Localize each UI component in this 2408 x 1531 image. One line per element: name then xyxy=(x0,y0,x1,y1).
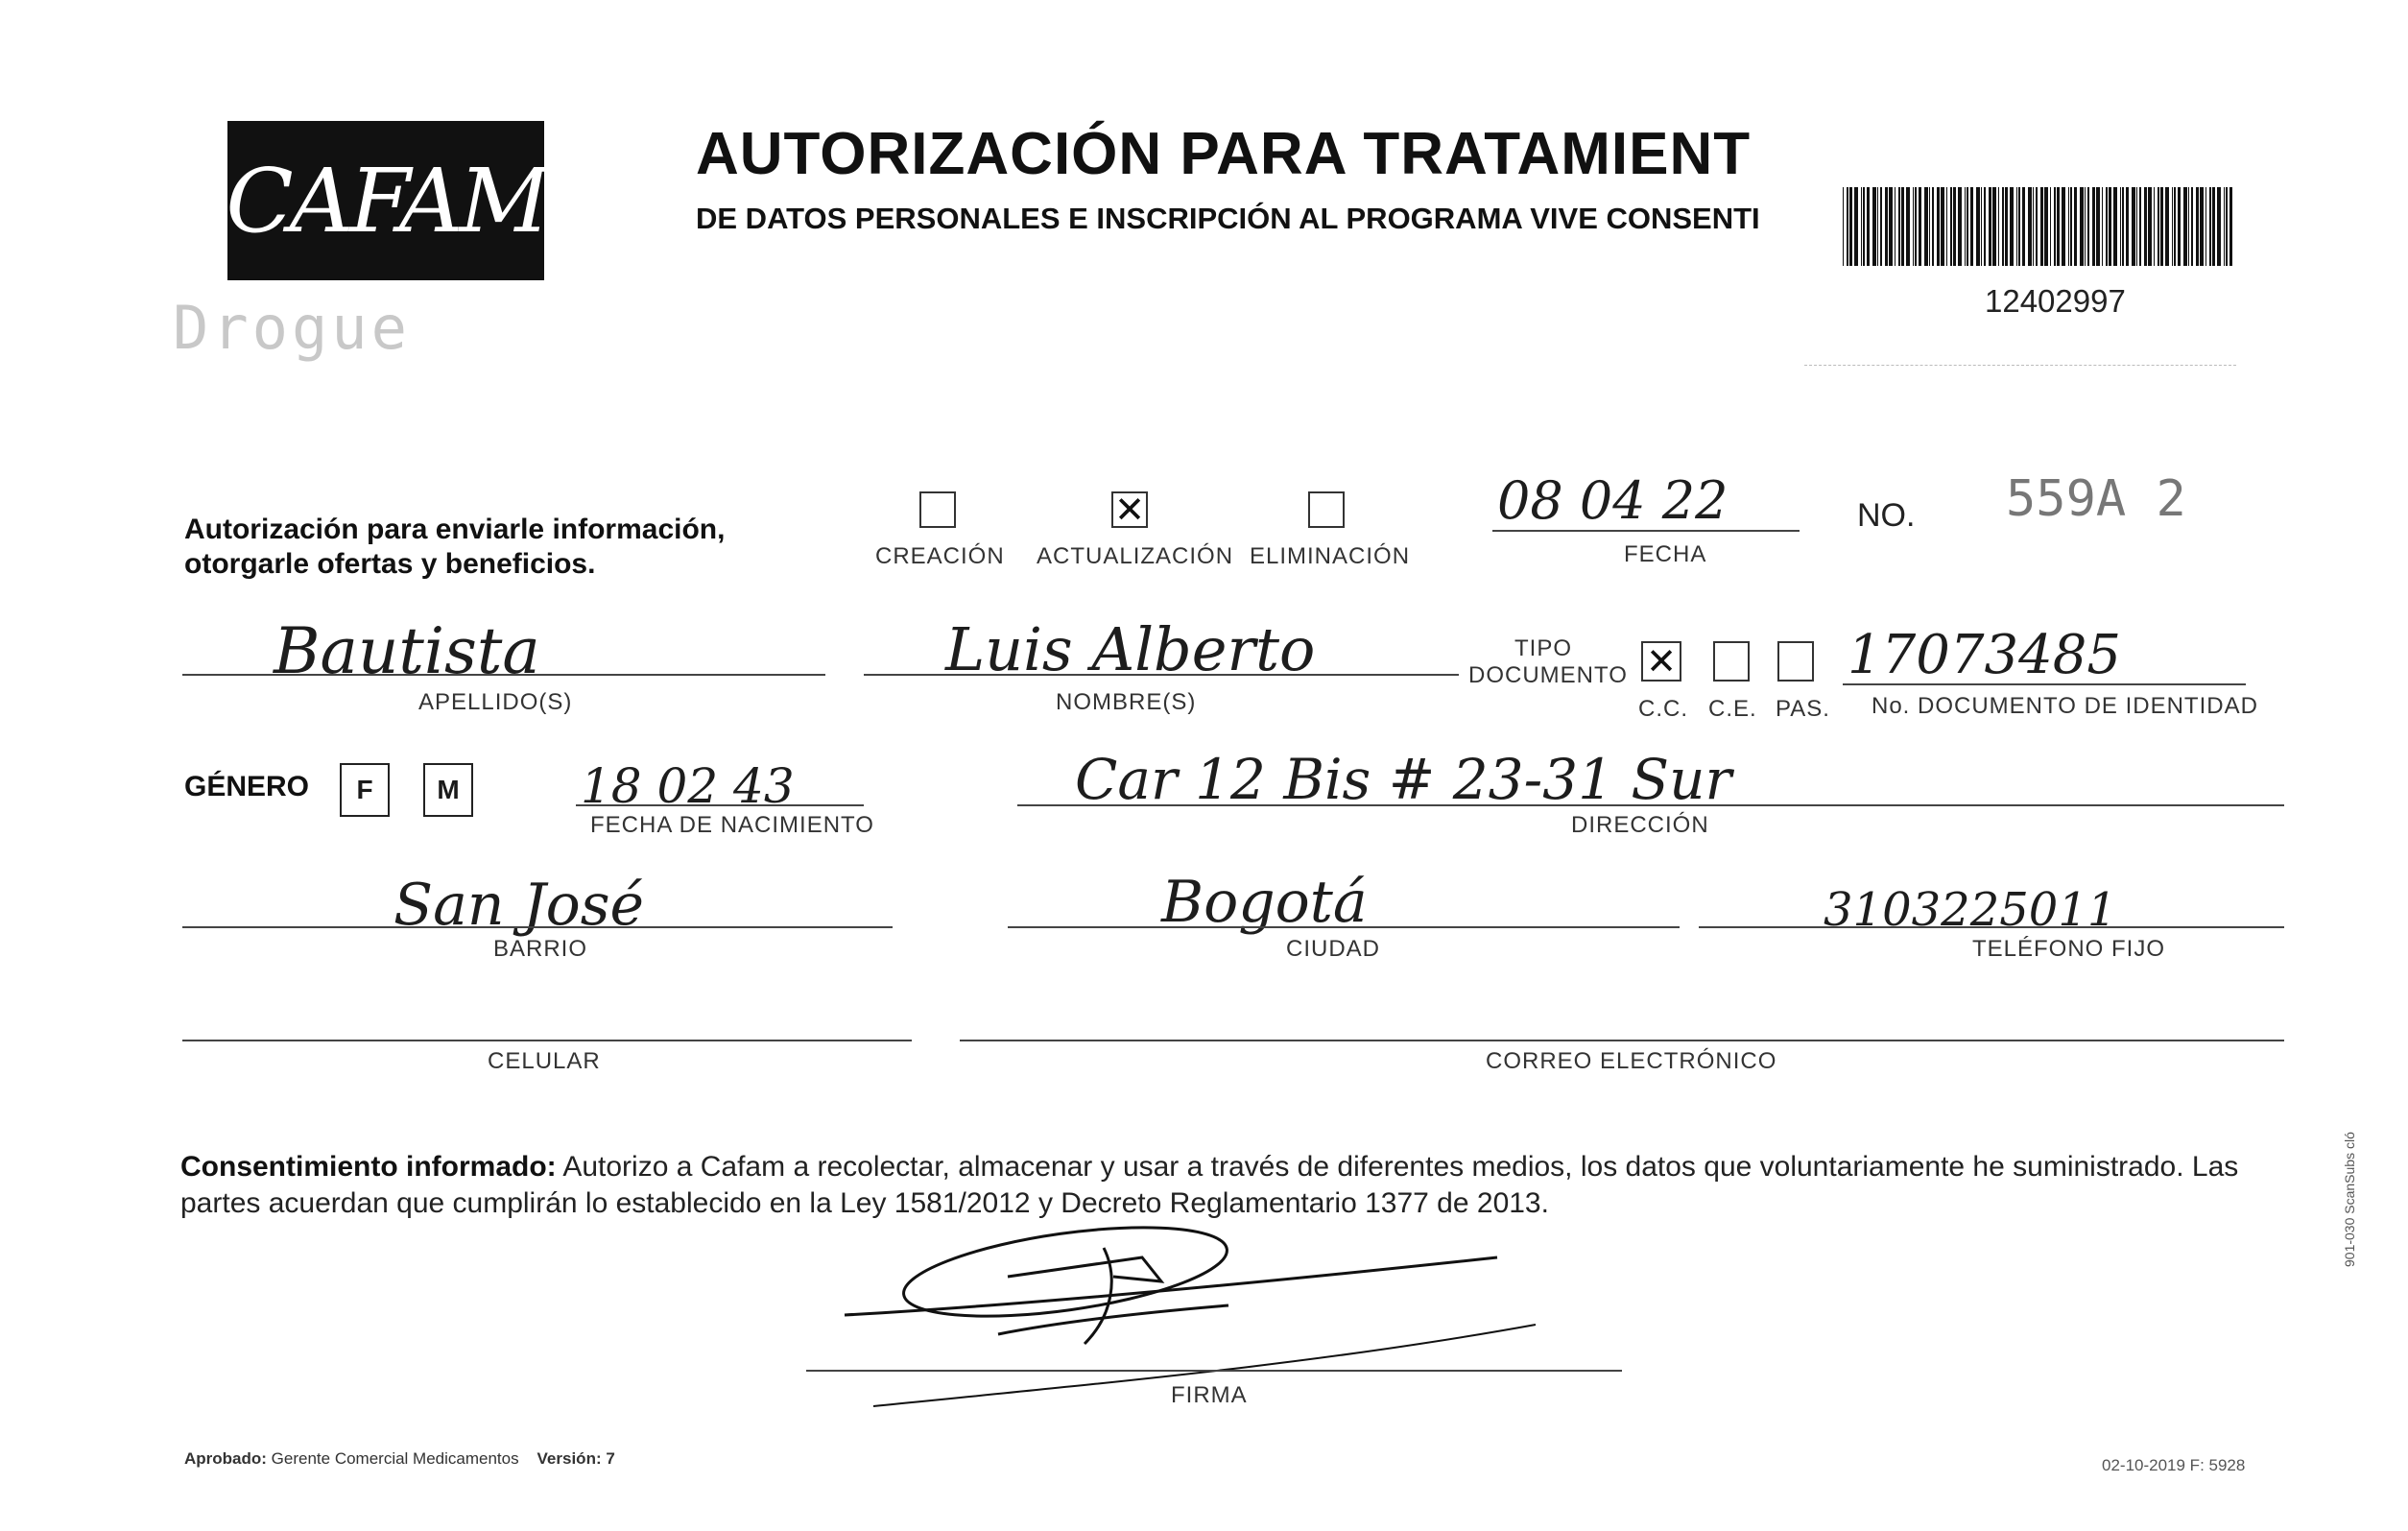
barcode-bar xyxy=(1872,187,1876,266)
barcode-bar xyxy=(2070,187,2072,266)
documento-label: No. DOCUMENTO DE IDENTIDAD xyxy=(1872,693,2258,719)
barcode-bar xyxy=(2200,187,2204,266)
correo-label: CORREO ELECTRÓNICO xyxy=(1486,1048,1777,1074)
barcode-bar xyxy=(1861,187,1862,266)
barcode-bar xyxy=(1889,187,1893,266)
barcode-bar xyxy=(1946,187,1947,266)
telefono-line xyxy=(1699,926,2284,928)
barcode-bar xyxy=(1984,187,1986,266)
barcode-bar xyxy=(2092,187,2095,266)
barcode-bar xyxy=(1998,187,1999,266)
barcode-bar xyxy=(1849,187,1852,266)
barcode-bar xyxy=(1906,187,1910,266)
barcode-bar xyxy=(1898,187,1900,266)
form-title: AUTORIZACIÓN PARA TRATAMIENT xyxy=(696,121,1752,187)
tipo-label-1: TIPO xyxy=(1514,635,1573,661)
apellido-line xyxy=(182,674,825,676)
genero-m-box[interactable] xyxy=(423,763,473,817)
barcode-bar xyxy=(2096,187,2100,266)
barcode-bar xyxy=(2174,187,2176,266)
barcode-bar xyxy=(2033,187,2034,266)
firma-label: FIRMA xyxy=(1171,1382,1248,1408)
apellido-label: APELLIDO(S) xyxy=(418,689,573,715)
telefono-value: 3103225011 xyxy=(1824,883,2117,937)
barcode-bar xyxy=(2217,187,2221,266)
nacimiento-line xyxy=(576,804,864,806)
barcode-bar xyxy=(2126,187,2129,266)
barcode-bar xyxy=(2226,187,2228,266)
genero-f-box[interactable] xyxy=(340,763,390,817)
barcode-bar xyxy=(1932,187,1934,266)
barcode-bar xyxy=(1919,187,1921,266)
genero-label: GÉNERO xyxy=(184,771,310,802)
barcode-bar xyxy=(2188,187,2189,266)
celular-label: CELULAR xyxy=(488,1048,601,1074)
barcode-bar xyxy=(1953,187,1956,266)
nacimiento-value: 18 02 43 xyxy=(581,758,795,814)
label-creacion: CREACIÓN xyxy=(875,543,1005,569)
barcode-bar xyxy=(2160,187,2163,266)
aprobado-label: Aprobado: xyxy=(184,1449,267,1468)
barcode-bar xyxy=(1901,187,1904,266)
direccion-line xyxy=(1017,804,2284,806)
barcode-bar xyxy=(1913,187,1914,266)
barcode-bar xyxy=(1981,187,1982,266)
label-pas: PAS. xyxy=(1776,696,1830,722)
barcode-bar xyxy=(2010,187,2014,266)
barcode-bar xyxy=(2229,187,2232,266)
barcode-bar xyxy=(1965,187,1966,266)
barcode-bar xyxy=(1950,187,1952,266)
checkbox-ce[interactable] xyxy=(1713,641,1750,682)
barcode-bar xyxy=(2054,187,2056,266)
barcode-bar xyxy=(1924,187,1928,266)
barcode-bar xyxy=(2165,187,2169,266)
consent-paragraph xyxy=(180,1149,2282,1222)
genero-m-text: M xyxy=(437,775,460,804)
barrio-line xyxy=(182,926,893,928)
barrio-label: BARRIO xyxy=(493,936,588,962)
barcode-bar xyxy=(2005,187,2008,266)
ciudad-label: CIUDAD xyxy=(1286,936,1381,962)
barcode-bar xyxy=(1958,187,1962,266)
barcode-bar xyxy=(1885,187,1888,266)
cafam-logo xyxy=(227,121,544,280)
barcode-bar xyxy=(2044,187,2048,266)
checkbox-pas[interactable] xyxy=(1777,641,1814,682)
barcode-bar xyxy=(1877,187,1878,266)
barcode-bar xyxy=(1929,187,1930,266)
barcode-bar xyxy=(2224,187,2225,266)
barcode-bar xyxy=(1989,187,1991,266)
consent-body: Autorizo a Cafam a recolectar, almacenar y usar a través de diferentes medios, los datos que voluntariamente he suministrado. Las partes acuerdan que cumplirán lo establecido en la Ley 1581/2012 y Decreto Reglamentario 1377 de 2013. xyxy=(180,1151,2239,1219)
logo-text: CAFAM xyxy=(226,149,546,252)
checkbox-cc[interactable]: ✕ xyxy=(1641,641,1681,682)
barcode-bar xyxy=(2191,187,2193,266)
barcode-bar xyxy=(2136,187,2137,266)
no-label: NO. xyxy=(1857,497,1916,534)
version-label: Versión: 7 xyxy=(536,1449,615,1468)
barcode-bar xyxy=(1915,187,1917,266)
barcode-bar xyxy=(1937,187,1940,266)
drogueria-faded-text: Drogue xyxy=(173,293,411,363)
label-actualizacion: ACTUALIZACIÓN xyxy=(1037,543,1234,569)
barcode-bar xyxy=(2080,187,2084,266)
barcode-bar xyxy=(2196,187,2199,266)
checkbox-creacion[interactable] xyxy=(919,491,956,528)
barcode-bar xyxy=(2106,187,2108,266)
barcode-bar xyxy=(2002,187,2004,266)
no-value: 559A 2 xyxy=(2006,470,2186,528)
barcode-bar xyxy=(2062,187,2065,266)
label-ce: C.E. xyxy=(1708,696,1757,722)
barcode-bar xyxy=(2102,187,2103,266)
barcode-bar xyxy=(2158,187,2159,266)
apellido-value: Bautista xyxy=(274,614,540,688)
genero-f-text: F xyxy=(356,775,373,804)
direccion-value: Car 12 Bis # 23-31 Sur xyxy=(1075,747,1732,812)
barcode-bar xyxy=(2057,187,2060,266)
barcode-bar xyxy=(2036,187,2038,266)
ciudad-value: Bogotá xyxy=(1161,869,1368,936)
barcode-bar xyxy=(2172,187,2173,266)
side-scan-text: 901-030 ScanSubs cló xyxy=(2342,1132,2357,1267)
barcode-bar xyxy=(2068,187,2069,266)
footer-date-code: 02-10-2019 F: 5928 xyxy=(2102,1456,2246,1474)
barcode-bar xyxy=(2122,187,2124,266)
barcode-bar xyxy=(2016,187,2017,266)
barcode-bar xyxy=(2132,187,2135,266)
barcode-bar xyxy=(2144,187,2147,266)
barcode-bar xyxy=(1867,187,1870,266)
correo-line xyxy=(960,1040,2284,1041)
barcode-bar xyxy=(2022,187,2025,266)
barcode-bar xyxy=(1941,187,1944,266)
nacimiento-label: FECHA DE NACIMIENTO xyxy=(590,812,874,838)
barcode-bar xyxy=(2148,187,2152,266)
barcode-bar xyxy=(1847,187,1848,266)
telefono-label: TELÉFONO FIJO xyxy=(1972,936,2166,962)
barcode-bar xyxy=(2139,187,2141,266)
barcode-bar xyxy=(2109,187,2111,266)
barcode-bar xyxy=(2154,187,2155,266)
consent-heading: Consentimiento informado: xyxy=(180,1151,557,1183)
barcode-bar xyxy=(2209,187,2211,266)
firma-line xyxy=(806,1370,1622,1372)
barcode-bar xyxy=(2050,187,2051,266)
documento-line xyxy=(1843,683,2246,685)
barcode-bar xyxy=(2028,187,2032,266)
fecha-value: 08 04 22 xyxy=(1497,470,1729,531)
barcode-bar xyxy=(1863,187,1865,266)
barcode-bar xyxy=(2040,187,2043,266)
barcode-bar xyxy=(1880,187,1882,266)
header-faint-line xyxy=(1804,365,2236,366)
barcode-bar xyxy=(2178,187,2181,266)
barcode-bar xyxy=(2113,187,2117,266)
fecha-label: FECHA xyxy=(1624,541,1707,567)
barcode-bar xyxy=(1843,187,1844,266)
checkbox-actualizacion[interactable]: ✕ xyxy=(1111,491,1148,528)
checkbox-eliminacion[interactable] xyxy=(1308,491,1345,528)
direccion-label: DIRECCIÓN xyxy=(1571,812,1709,838)
authorization-text-line1: Autorización para enviarle información, xyxy=(184,514,726,545)
barcode-bar xyxy=(1967,187,1968,266)
barcode-bar xyxy=(2087,187,2089,266)
label-cc: C.C. xyxy=(1638,696,1688,722)
barcode-bar xyxy=(2212,187,2215,266)
barrio-value: San José xyxy=(393,872,645,939)
documento-value: 17073485 xyxy=(1848,624,2122,686)
barcode-bar xyxy=(1992,187,1996,266)
barcode-bar xyxy=(2074,187,2077,266)
nombre-label: NOMBRE(S) xyxy=(1056,689,1197,715)
barcode-bar xyxy=(2183,187,2187,266)
tipo-label-2: DOCUMENTO xyxy=(1468,662,1628,688)
barcode-bar xyxy=(1976,187,1980,266)
label-eliminacion: ELIMINACIÓN xyxy=(1250,543,1411,569)
barcode xyxy=(1843,187,2236,266)
fecha-line xyxy=(1492,530,1800,532)
form-subtitle: DE DATOS PERSONALES E INSCRIPCIÓN AL PROGRAMA VIVE CONSENTI xyxy=(696,202,1760,235)
barcode-bar xyxy=(2120,187,2121,266)
barcode-bar xyxy=(2085,187,2086,266)
barcode-number: 12402997 xyxy=(1985,283,2126,319)
footer-approval xyxy=(184,1449,615,1469)
nombre-line xyxy=(864,674,1459,676)
aprobado-value: Gerente Comercial Medicamentos xyxy=(271,1449,519,1468)
barcode-bar xyxy=(1970,187,1973,266)
celular-line xyxy=(182,1040,912,1041)
nombre-value: Luis Alberto xyxy=(945,614,1316,684)
ciudad-line xyxy=(1008,926,1680,928)
barcode-bar xyxy=(1854,187,1858,266)
authorization-text-line2: otorgarle ofertas y beneficios. xyxy=(184,548,596,580)
barcode-bar xyxy=(2018,187,2020,266)
barcode-bar xyxy=(2205,187,2206,266)
